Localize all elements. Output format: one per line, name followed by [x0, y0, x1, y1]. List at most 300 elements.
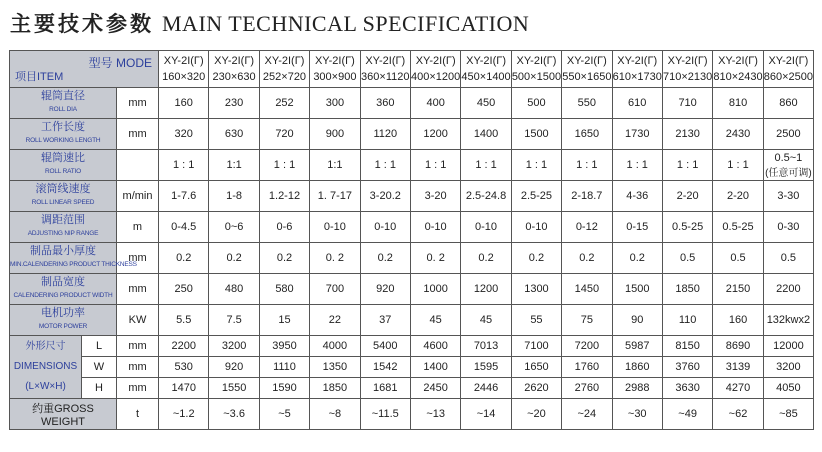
value-cell-text: 15 — [278, 314, 291, 326]
dimension-row — [10, 357, 814, 378]
value-cell-text: 12000 — [773, 340, 804, 352]
value-cell-text: 0-6 — [276, 221, 293, 233]
value-cell-text: 1400 — [473, 128, 499, 140]
value-cell — [562, 119, 612, 150]
row-name-cn: 滚筒线速度 — [35, 183, 91, 195]
value-cell — [662, 243, 712, 274]
model-header — [259, 51, 309, 88]
value-cell — [360, 243, 410, 274]
model-code: XY-2I(Γ) — [516, 55, 557, 67]
value-cell — [662, 378, 712, 399]
value-cell-text: 1 : 1 — [374, 159, 396, 171]
value-cell — [209, 150, 259, 181]
value-cell — [310, 305, 360, 336]
row-unit-text: mm — [128, 283, 147, 295]
model-size: 710×2130 — [662, 71, 713, 83]
value-cell-text: 300 — [325, 97, 345, 109]
value-cell — [763, 119, 813, 150]
value-cell-text: 45 — [429, 314, 442, 326]
value-cell-text: 0-4.5 — [171, 221, 197, 233]
value-cell — [612, 88, 662, 119]
value-cell — [511, 378, 561, 399]
model-size: 360×1120 — [361, 71, 410, 83]
value-cell — [713, 378, 763, 399]
value-cell — [662, 212, 712, 243]
value-cell — [410, 399, 460, 430]
value-cell-text: 55 — [530, 314, 543, 326]
value-cell — [410, 88, 460, 119]
value-cell-text: 3-20.2 — [369, 190, 401, 202]
value-cell — [612, 399, 662, 430]
dimension-sub — [82, 357, 117, 378]
model-header — [159, 51, 209, 88]
value-cell — [662, 88, 712, 119]
weight-name — [10, 399, 117, 430]
value-cell — [310, 378, 360, 399]
spec-row — [10, 88, 814, 119]
value-text: 0.5~1 — [774, 151, 803, 164]
value-cell — [511, 305, 561, 336]
model-code: XY-2I(Γ) — [768, 55, 809, 67]
model-code: XY-2I(Γ) — [163, 55, 204, 67]
model-code: XY-2I(Γ) — [667, 55, 708, 67]
value-cell-text: ~1.2 — [172, 408, 195, 420]
value-cell-text: 1850 — [675, 283, 700, 295]
row-unit — [117, 336, 159, 357]
value-cell-text: 1350 — [322, 361, 348, 373]
row-unit — [117, 150, 159, 181]
value-cell-text: 2500 — [776, 128, 801, 140]
row-name-cn: 电机功率 — [41, 307, 85, 319]
value-cell — [713, 399, 763, 430]
value-cell — [410, 119, 460, 150]
value-cell — [209, 274, 259, 305]
model-size: 500×1500 — [511, 71, 562, 83]
value-cell-text: ~24 — [577, 408, 597, 420]
value-cell — [461, 274, 511, 305]
value-cell — [209, 119, 259, 150]
value-cell — [259, 88, 309, 119]
value-cell — [461, 181, 511, 212]
value-cell — [612, 305, 662, 336]
value-cell-text: 3-30 — [777, 190, 800, 202]
row-name-cn: 工作长度 — [41, 121, 85, 133]
value-cell — [562, 88, 612, 119]
value-cell-text: 4-36 — [626, 190, 649, 202]
value-cell — [763, 357, 813, 378]
value-cell-text: ~30 — [627, 408, 647, 420]
value-cell — [562, 336, 612, 357]
value-cell — [713, 150, 763, 181]
value-cell-text: 0-10 — [374, 221, 397, 233]
value-cell — [511, 88, 561, 119]
value-cell — [259, 212, 309, 243]
value-cell-text: ~13 — [426, 408, 445, 420]
value-cell — [310, 119, 360, 150]
value-cell-text: ~62 — [728, 408, 748, 420]
value-cell — [612, 243, 662, 274]
value-cell-text: 2150 — [725, 283, 751, 295]
value-cell-text: 320 — [174, 128, 193, 140]
row-name-cn: 调距范围 — [41, 214, 85, 226]
value-cell-text: 0-10 — [424, 221, 447, 233]
value-cell-text: 160 — [728, 314, 748, 326]
row-unit-text: t — [135, 408, 140, 420]
value-cell — [209, 88, 259, 119]
value-cell — [763, 378, 813, 399]
value-cell-text: 0.2 — [528, 252, 545, 264]
value-cell-text: 1.2-12 — [268, 190, 301, 202]
value-cell — [259, 274, 309, 305]
dimension-sub — [82, 378, 117, 399]
value-cell-text: 160 — [174, 97, 193, 109]
value-cell-text: 1400 — [423, 361, 448, 373]
value-cell-text: 2200 — [776, 283, 801, 295]
value-cell-text: ~85 — [779, 408, 798, 420]
value-cell — [410, 305, 460, 336]
value-cell-text: 1500 — [524, 128, 549, 140]
row-unit-text: mm — [128, 97, 147, 109]
value-cell-text: 45 — [479, 314, 493, 326]
value-cell-text: ~5 — [278, 408, 291, 420]
value-cell — [310, 212, 360, 243]
value-cell — [259, 150, 309, 181]
model-code: XY-2I(Γ) — [264, 55, 305, 67]
value-cell-text: 0.2 — [629, 252, 645, 264]
value-cell-text: 2-20 — [676, 190, 699, 202]
value-cell — [360, 212, 410, 243]
value-cell-text: 2200 — [171, 340, 196, 352]
value-cell-text: 0.5-25 — [722, 221, 754, 233]
value-cell-text: 700 — [325, 283, 345, 295]
value-cell-text: ~3.6 — [223, 408, 245, 420]
value-cell-text: 5.5 — [176, 314, 192, 326]
dimension-row — [10, 378, 814, 399]
row-unit-text: mm — [128, 382, 147, 394]
value-cell — [713, 243, 763, 274]
spec-row — [10, 150, 814, 181]
value-cell — [511, 181, 561, 212]
model-size: 252×720 — [262, 71, 307, 83]
value-cell — [159, 181, 209, 212]
value-cell — [159, 378, 209, 399]
row-name — [10, 212, 117, 243]
value-cell — [763, 399, 813, 430]
value-cell-text: 1681 — [373, 382, 398, 394]
value-cell — [360, 274, 410, 305]
value-cell — [612, 378, 662, 399]
value-cell — [159, 274, 209, 305]
value-cell-text: ~20 — [527, 408, 546, 420]
row-unit — [117, 274, 159, 305]
value-cell — [259, 181, 309, 212]
row-unit-text: m/min — [122, 190, 153, 202]
model-code: XY-2I(Γ) — [718, 55, 758, 67]
value-cell-text: 110 — [678, 314, 697, 326]
value-cell — [562, 305, 612, 336]
model-label: 型号 MODE — [88, 56, 153, 70]
value-note: (任意可调) — [765, 167, 812, 179]
row-unit — [117, 181, 159, 212]
value-cell — [511, 119, 561, 150]
value-cell — [310, 181, 360, 212]
value-cell — [511, 150, 561, 181]
model-code: XY-2I(Γ) — [314, 55, 355, 67]
row-name — [10, 243, 137, 274]
value-cell-text: ~14 — [476, 408, 496, 420]
value-cell — [562, 357, 612, 378]
value-cell — [562, 399, 612, 430]
row-name-en: ROLL DIA — [49, 106, 77, 113]
value-cell — [259, 357, 309, 378]
value-cell-text: 1542 — [373, 361, 398, 373]
value-cell-text: 1-8 — [226, 190, 243, 202]
value-cell-text: 1550 — [221, 382, 247, 394]
value-cell-text: 0.2 — [579, 252, 595, 264]
value-cell — [159, 119, 209, 150]
model-size: 860×2500 — [763, 71, 814, 83]
row-name-en: ROLL LINEAR SPEED — [31, 199, 95, 206]
value-cell — [562, 150, 612, 181]
row-unit — [117, 305, 159, 336]
value-cell — [612, 119, 662, 150]
value-cell — [310, 150, 360, 181]
value-cell-text: ~11.5 — [371, 408, 399, 420]
value-cell — [209, 336, 259, 357]
value-cell-text: 920 — [376, 283, 395, 295]
value-cell — [259, 399, 309, 430]
value-cell-text: 1 : 1 — [626, 159, 648, 171]
model-size: 300×900 — [313, 71, 357, 83]
value-cell-text: 0. 2 — [325, 252, 345, 264]
value-cell-text: 8150 — [675, 340, 700, 352]
header-row — [10, 51, 814, 88]
row-unit-text: mm — [128, 128, 147, 140]
item-label: 项目ITEM — [15, 71, 64, 83]
value-cell-text: 1590 — [272, 382, 297, 394]
value-cell-text: 810 — [728, 97, 748, 109]
row-unit — [117, 399, 159, 430]
value-cell — [259, 305, 309, 336]
value-cell-text: 710 — [678, 97, 697, 109]
value-cell-text: 4050 — [776, 382, 801, 394]
value-cell-text: 1 : 1 — [475, 159, 497, 171]
value-cell-text: 0~6 — [224, 221, 244, 233]
model-header — [662, 51, 712, 88]
value-cell-text: 0.5 — [730, 252, 746, 264]
model-header — [310, 51, 360, 88]
value-cell — [562, 243, 612, 274]
row-name-cn: 辊筒速比 — [41, 152, 85, 164]
value-cell-text: 1 : 1 — [273, 159, 296, 171]
row-name-cn: 制品宽度 — [41, 276, 85, 288]
value-cell-text: 90 — [631, 314, 644, 326]
value-cell-text: 0-15 — [626, 221, 649, 233]
value-cell-text: 920 — [224, 361, 244, 373]
value-cell-text: 500 — [527, 97, 546, 109]
row-unit-text: KW — [128, 314, 147, 326]
dimensions-en: DIMENSIONS — [13, 361, 78, 372]
value-cell — [662, 150, 712, 181]
model-header — [511, 51, 561, 88]
row-name — [10, 181, 117, 212]
value-cell — [310, 336, 360, 357]
spec-row — [10, 212, 814, 243]
value-cell-text: 2620 — [524, 382, 549, 394]
model-code: XY-2I(Γ) — [214, 55, 255, 67]
value-cell-text: 1650 — [574, 128, 600, 140]
value-cell — [159, 212, 209, 243]
value-cell-text: 0.2 — [176, 252, 192, 264]
value-cell — [410, 357, 460, 378]
title-cn: 主要技术参数 — [10, 12, 154, 36]
dimension-sub-text: L — [95, 340, 103, 352]
model-header — [763, 51, 813, 88]
value-cell-text: 4600 — [423, 340, 448, 352]
header-corner — [10, 51, 159, 88]
value-cell-text: 720 — [275, 128, 294, 140]
value-cell — [159, 243, 209, 274]
value-cell-text: 0-10 — [323, 221, 346, 233]
value-cell — [360, 181, 410, 212]
dimension-sub-text: H — [95, 382, 103, 394]
value-cell — [410, 181, 460, 212]
value-cell-text: 3760 — [675, 361, 700, 373]
value-cell-text: 7100 — [524, 340, 549, 352]
row-name-en: MOTOR POWER — [38, 323, 88, 330]
row-name-cn: 制品最小厚度 — [30, 245, 96, 257]
row-name — [10, 150, 117, 181]
title-en: MAIN TECHNICAL SPECIFICATION — [162, 11, 530, 36]
value-cell-text: 0.2 — [276, 252, 293, 264]
row-name — [10, 274, 117, 305]
spec-row — [10, 119, 814, 150]
value-cell — [511, 357, 561, 378]
row-name — [10, 119, 117, 150]
value-cell — [511, 336, 561, 357]
model-header — [410, 51, 460, 88]
value-cell-text: 3200 — [221, 340, 247, 352]
value-cell — [612, 336, 662, 357]
value-cell-text: 0.5-25 — [672, 221, 704, 233]
value-cell — [612, 357, 662, 378]
value-cell — [159, 336, 209, 357]
value-cell-text: 0.2 — [226, 252, 242, 264]
value-cell-text: 75 — [580, 314, 593, 326]
value-cell-text: 1 : 1 — [424, 159, 447, 171]
value-cell-text: 2988 — [624, 382, 650, 394]
value-cell-text: 2760 — [574, 382, 600, 394]
value-cell — [410, 336, 460, 357]
value-cell-text: 132kwx2 — [766, 314, 811, 326]
row-name — [10, 305, 117, 336]
value-cell-text: 0-30 — [777, 221, 800, 233]
value-cell-text: 1200 — [473, 283, 499, 295]
value-cell-text: 1595 — [473, 361, 499, 373]
value-cell-text: ~8 — [328, 408, 342, 420]
value-cell-text: 2-18.7 — [571, 190, 603, 202]
model-size: 230×630 — [212, 71, 256, 83]
value-cell — [763, 181, 813, 212]
value-cell-text: 2446 — [473, 382, 499, 394]
value-cell — [461, 399, 511, 430]
value-cell — [763, 243, 813, 274]
row-unit — [117, 357, 159, 378]
value-cell — [763, 336, 813, 357]
model-size: 450×1400 — [461, 71, 511, 83]
value-cell — [713, 336, 763, 357]
value-cell-text: 860 — [779, 97, 798, 109]
value-cell-text: 0-12 — [575, 221, 598, 233]
dimensions-cn: 外形尺寸 — [25, 341, 66, 352]
row-unit — [117, 243, 159, 274]
value-cell-text: 530 — [174, 361, 193, 373]
value-cell-text: 2.5-25 — [520, 190, 553, 202]
value-cell — [209, 357, 259, 378]
weight-label: 约重GROSS WEIGHT — [32, 403, 94, 428]
value-cell — [713, 274, 763, 305]
row-unit — [117, 212, 159, 243]
value-cell-text: 1 : 1 — [173, 159, 195, 171]
value-cell — [562, 212, 612, 243]
value-cell-text: 360 — [376, 97, 395, 109]
value-cell-text: 1650 — [524, 361, 549, 373]
row-unit — [117, 119, 159, 150]
value-cell — [310, 399, 360, 430]
dimension-row — [10, 336, 814, 357]
value-cell — [763, 305, 813, 336]
model-header — [209, 51, 259, 88]
value-cell — [461, 150, 511, 181]
value-cell — [360, 399, 410, 430]
value-cell-text: 400 — [426, 97, 445, 109]
dimensions-formula: (L×W×H) — [25, 381, 66, 392]
value-cell-text: 900 — [325, 128, 345, 140]
value-cell-text: 1730 — [624, 128, 650, 140]
value-cell-text: 4270 — [725, 382, 751, 394]
row-unit-text: mm — [128, 361, 147, 373]
value-cell — [159, 150, 209, 181]
value-cell-text: 1 : 1 — [576, 159, 598, 171]
value-cell-text: 2450 — [423, 382, 448, 394]
value-cell-text: 1 : 1 — [727, 159, 749, 171]
value-cell-text: 250 — [174, 283, 193, 295]
value-cell-text: 2130 — [675, 128, 700, 140]
row-unit — [117, 88, 159, 119]
value-cell-text: 0.2 — [377, 252, 393, 264]
dimension-sub-text: W — [93, 361, 105, 373]
value-cell-text: 1300 — [524, 283, 549, 295]
value-cell-text: 1 : 1 — [525, 159, 548, 171]
model-header — [461, 51, 511, 88]
value-cell-text: 610 — [628, 97, 647, 109]
value-cell-text: 1500 — [624, 283, 650, 295]
value-cell — [360, 378, 410, 399]
row-unit-text: mm — [128, 340, 147, 352]
spec-table — [9, 50, 814, 430]
value-cell-text: 7.5 — [226, 314, 242, 326]
value-cell-text: 22 — [328, 314, 341, 326]
spec-row — [10, 243, 814, 274]
row-unit-text: mm — [128, 252, 147, 264]
value-cell — [662, 274, 712, 305]
value-cell-text: ~49 — [678, 408, 697, 420]
value-cell-text: 3139 — [725, 361, 751, 373]
value-cell-text: 3950 — [272, 340, 297, 352]
value-cell — [360, 357, 410, 378]
value-cell — [662, 119, 712, 150]
value-cell-text: 1470 — [171, 382, 196, 394]
